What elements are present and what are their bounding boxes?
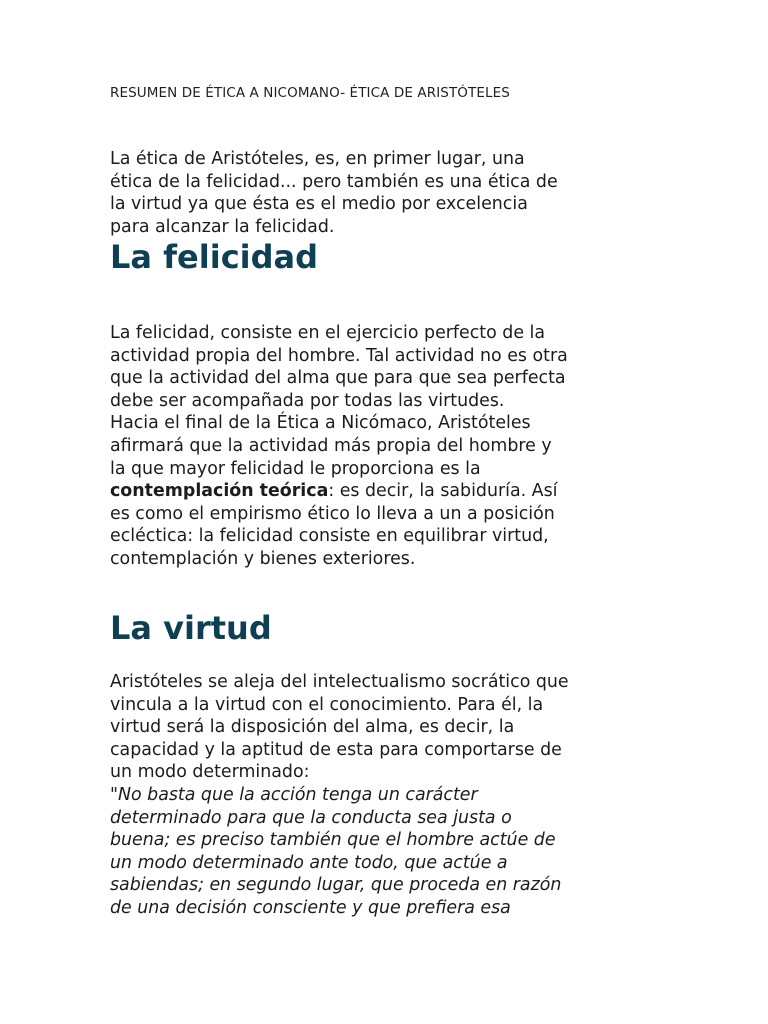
paragraph-line: capacidad y la aptitud de esta para comportarse de bbox=[110, 739, 562, 760]
intro-line: para alcanzar la felicidad. bbox=[110, 216, 335, 237]
paragraph-line: actividad propia del hombre. Tal actividad no es otra bbox=[110, 345, 568, 366]
quote-line: de una decisión consciente y que prefiera esa bbox=[110, 897, 511, 918]
intro-line: ética de la felicidad... pero también es una ética de bbox=[110, 171, 558, 192]
paragraph-line: virtud será la disposición del alma, es decir, la bbox=[110, 717, 515, 738]
intro-line: la virtud ya que ésta es el medio por excelencia bbox=[110, 194, 528, 215]
paragraph-line: es como el empirismo ético lo lleva a un a posición bbox=[110, 503, 555, 524]
paragraph-line-with-bold bbox=[110, 480, 568, 503]
paragraph-line: la que mayor felicidad le proporciona es la bbox=[110, 458, 481, 479]
section-heading-felicidad: La felicidad bbox=[110, 238, 319, 276]
felicidad-paragraph bbox=[110, 322, 568, 571]
paragraph-line: Hacia el final de la Ética a Nicómaco, Aristóteles bbox=[110, 413, 531, 434]
intro-line: La ética de Aristóteles, es, en primer lugar, una bbox=[110, 149, 525, 169]
quote-line: determinado para que la conducta sea justa o bbox=[110, 807, 512, 828]
paragraph-line: afirmará que la actividad más propia del hombre y bbox=[110, 435, 552, 456]
paragraph-line: un modo determinado: bbox=[110, 762, 310, 783]
virtud-paragraph bbox=[110, 671, 569, 920]
paragraph-line: contemplación y bienes exteriores. bbox=[110, 548, 416, 569]
after-bold-text: : es decir, la sabiduría. Así bbox=[328, 481, 558, 502]
quote-line: un modo determinado ante todo, que actúe a bbox=[110, 852, 508, 873]
section-heading-virtud: La virtud bbox=[110, 609, 272, 647]
bold-term: contemplación teórica bbox=[110, 481, 329, 502]
paragraph-line: ecléctica: la felicidad consiste en equilibrar virtud, bbox=[110, 526, 549, 547]
paragraph-line: vincula a la virtud con el conocimiento. Para él, la bbox=[110, 694, 544, 715]
quote-line: buena; es preciso también que el hombre actúe de bbox=[110, 830, 556, 851]
document-title: RESUMEN DE ÉTICA A NICOMANO- ÉTICA DE ARISTÓTELES bbox=[110, 85, 510, 101]
paragraph-line: Aristóteles se aleja del intelectualismo socrático que bbox=[110, 672, 569, 692]
quote-line: "No basta que la acción tenga un carácter bbox=[110, 784, 478, 805]
quote-line: sabiendas; en segundo lugar, que proceda en razón bbox=[110, 875, 562, 896]
paragraph-line: que la actividad del alma que para que sea perfecta bbox=[110, 368, 566, 389]
intro-paragraph bbox=[110, 148, 558, 238]
paragraph-line: La felicidad, consiste en el ejercicio perfecto de la bbox=[110, 323, 546, 343]
paragraph-line: debe ser acompañada por todas las virtudes. bbox=[110, 390, 505, 411]
